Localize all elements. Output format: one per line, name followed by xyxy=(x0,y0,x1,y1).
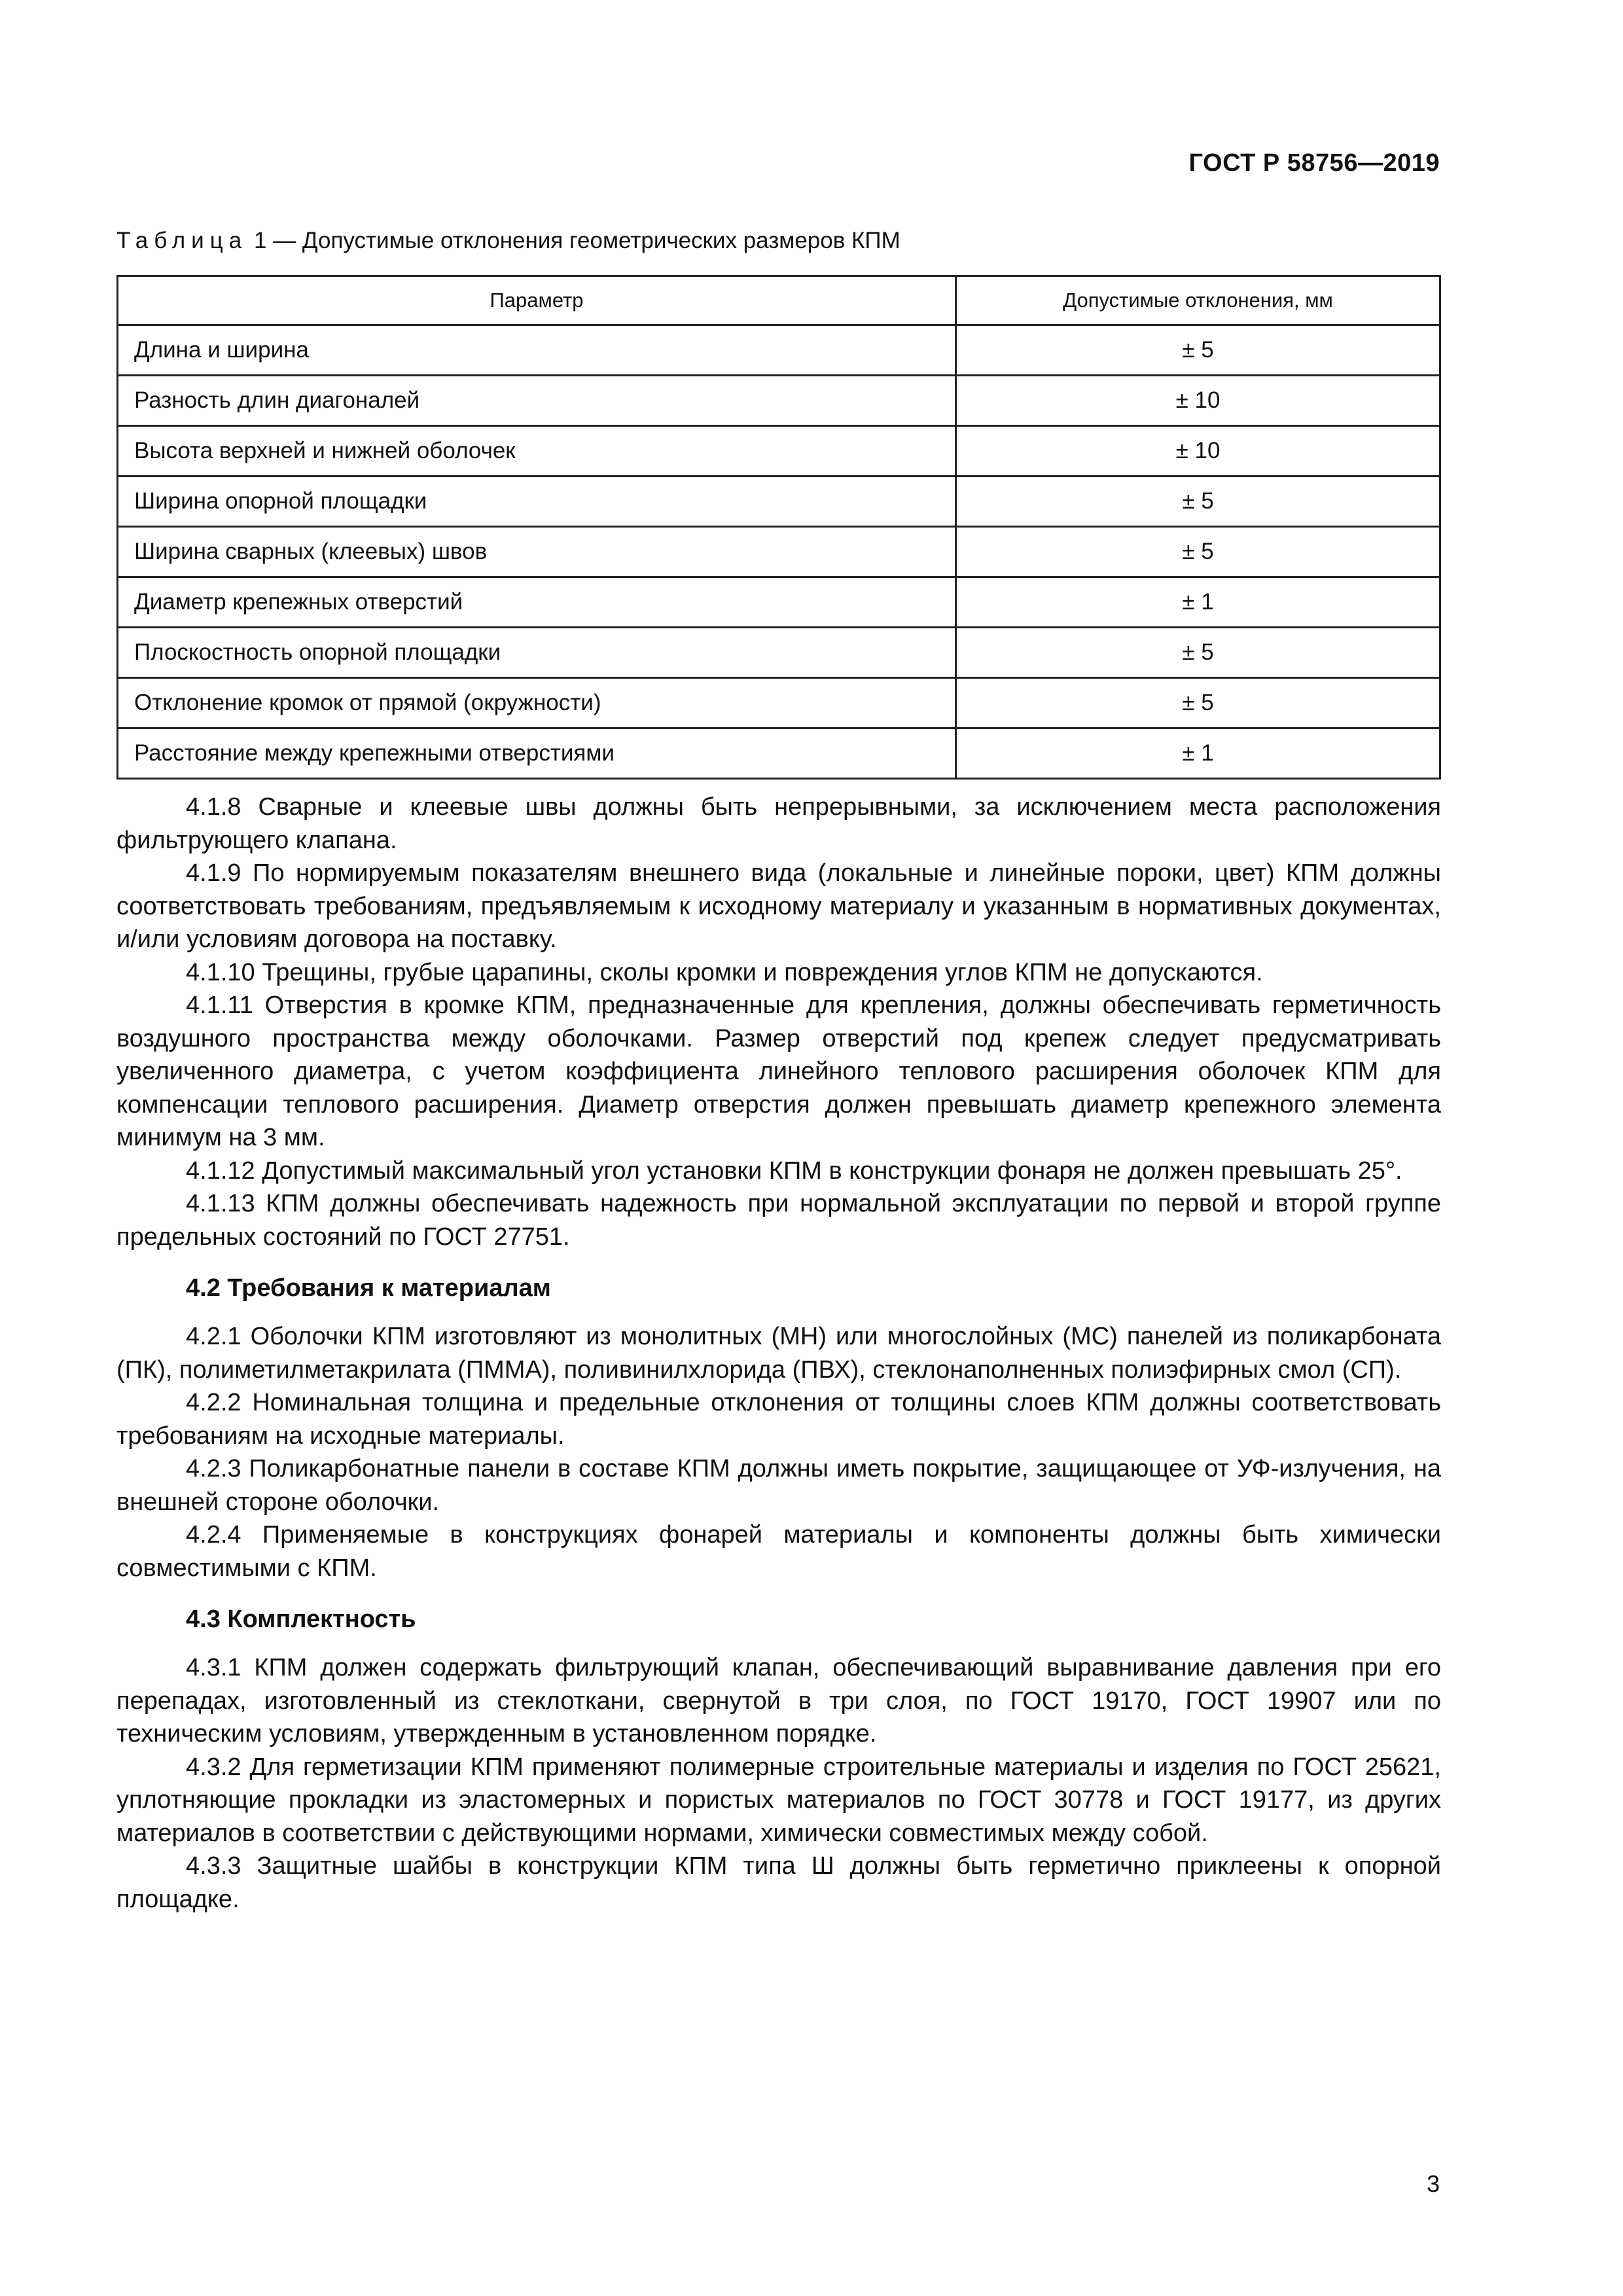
deviation-cell: ± 5 xyxy=(956,527,1440,577)
deviation-cell: ± 5 xyxy=(956,678,1440,728)
paragraph-4-1-12: 4.1.12 Допустимый максимальный угол установки КПМ в конструкции фонаря не должен превышать 25°. xyxy=(186,1157,1402,1185)
table-header-row xyxy=(118,276,1440,325)
paragraph-4-2-4: 4.2.4 Применяемые в конструкциях фонарей материалы и компоненты должны быть химически совместимыми с КПМ. xyxy=(116,1521,1441,1582)
parameter-cell: Разность длин диагоналей xyxy=(118,376,956,426)
table-row xyxy=(118,426,1440,476)
deviation-cell: ± 5 xyxy=(956,628,1440,678)
section-heading-4-2: 4.2 Требования к материалам xyxy=(186,1274,551,1302)
table-row xyxy=(118,728,1440,779)
deviation-cell: ± 5 xyxy=(956,476,1440,527)
paragraph-4-2-2: 4.2.2 Номинальная толщина и предельные отклонения от толщины слоев КПМ должны соответствовать требованиям на исходные материалы. xyxy=(116,1389,1441,1450)
table-caption-label: Таблица xyxy=(116,228,248,253)
column-header-parameter: Параметр xyxy=(118,276,956,325)
page-number: 3 xyxy=(1426,2170,1440,2197)
deviation-cell: ± 10 xyxy=(956,426,1440,476)
table-row xyxy=(118,527,1440,577)
section-heading-4-3: 4.3 Комплектность xyxy=(186,1605,416,1633)
paragraph-4-2-1: 4.2.1 Оболочки КПМ изготовляют из монолитных (МН) или многослойных (МС) панелей из поликарбоната (ПК), полиметилметакрилата (ПММА), поливинилхлорида (ПВХ), стеклонаполненных полиэфирных смол (СП). xyxy=(116,1323,1441,1384)
paragraph-4-1-13: 4.1.13 КПМ должны обеспечивать надежность при нормальной эксплуатации по первой и второй группе предельных состояний по ГОСТ 27751. xyxy=(116,1190,1441,1251)
parameter-cell: Отклонение кромок от прямой (окружности) xyxy=(118,678,956,728)
table-row xyxy=(118,325,1440,376)
table-row xyxy=(118,376,1440,426)
parameter-cell: Ширина сварных (клеевых) швов xyxy=(118,527,956,577)
paragraph-4-3-1: 4.3.1 КПМ должен содержать фильтрующий клапан, обеспечивающий выравнивание давления при его перепадах, изготовленный из стеклоткани, свернутой в три слоя, по ГОСТ 19170, ГОСТ 19907 или по техническим условиям, утвержденным в установленном порядке. xyxy=(116,1654,1441,1748)
parameter-cell: Высота верхней и нижней оболочек xyxy=(118,426,956,476)
table-caption-text: 1 — Допустимые отклонения геометрических размеров КПМ xyxy=(253,228,901,253)
table-row xyxy=(118,628,1440,678)
deviation-cell: ± 1 xyxy=(956,728,1440,779)
parameter-cell: Длина и ширина xyxy=(118,325,956,376)
paragraph-4-3-3: 4.3.3 Защитные шайбы в конструкции КПМ типа Ш должны быть герметично приклеены к опорной площадке. xyxy=(116,1852,1441,1913)
document-code: ГОСТ Р 58756—2019 xyxy=(1188,149,1440,177)
paragraph-4-1-9: 4.1.9 По нормируемым показателям внешнего вида (локальные и линейные пороки, цвет) КПМ должны соответствовать требованиям, предъявляемым к исходному материалу и указанным в нормативных документах, и/или условиям договора на поставку. xyxy=(116,859,1441,953)
parameter-cell: Ширина опорной площадки xyxy=(118,476,956,527)
table-caption xyxy=(116,228,901,254)
paragraph-4-1-8: 4.1.8 Сварные и клеевые швы должны быть непрерывными, за исключением места расположения фильтрующего клапана. xyxy=(116,793,1441,854)
parameter-cell: Расстояние между крепежными отверстиями xyxy=(118,728,956,779)
deviation-cell: ± 1 xyxy=(956,577,1440,628)
table-row xyxy=(118,577,1440,628)
parameter-cell: Плоскостность опорной площадки xyxy=(118,628,956,678)
paragraph-4-1-10: 4.1.10 Трещины, грубые царапины, сколы кромки и повреждения углов КПМ не допускаются. xyxy=(186,958,1263,986)
deviation-cell: ± 5 xyxy=(956,325,1440,376)
paragraph-4-2-3: 4.2.3 Поликарбонатные панели в составе КПМ должны иметь покрытие, защищающее от УФ-излучения, на внешней стороне оболочки. xyxy=(116,1455,1441,1516)
deviation-cell: ± 10 xyxy=(956,376,1440,426)
deviations-table xyxy=(116,275,1441,780)
paragraph-4-3-2: 4.3.2 Для герметизации КПМ применяют полимерные строительные материалы и изделия по ГОСТ 25621, уплотняющие прокладки из эластомерных и пористых материалов по ГОСТ 30778 и ГОСТ 19177, из других материалов в соответствии с действующими нормами, химически совместимых между собой. xyxy=(116,1753,1441,1847)
parameter-cell: Диаметр крепежных отверстий xyxy=(118,577,956,628)
column-header-deviation: Допустимые отклонения, мм xyxy=(956,276,1440,325)
table-row xyxy=(118,476,1440,527)
body-text xyxy=(116,791,1441,1916)
table-row xyxy=(118,678,1440,728)
paragraph-4-1-11: 4.1.11 Отверстия в кромке КПМ, предназначенные для крепления, должны обеспечивать герметичность воздушного пространства между оболочками. Размер отверстий под крепеж следует предусматривать увеличенного диаметра, с учетом коэффициента линейного теплового расширения оболочек КПМ для компенсации теплового расширения. Диаметр отверстия должен превышать диаметр крепежного элемента минимум на 3 мм. xyxy=(116,992,1441,1151)
